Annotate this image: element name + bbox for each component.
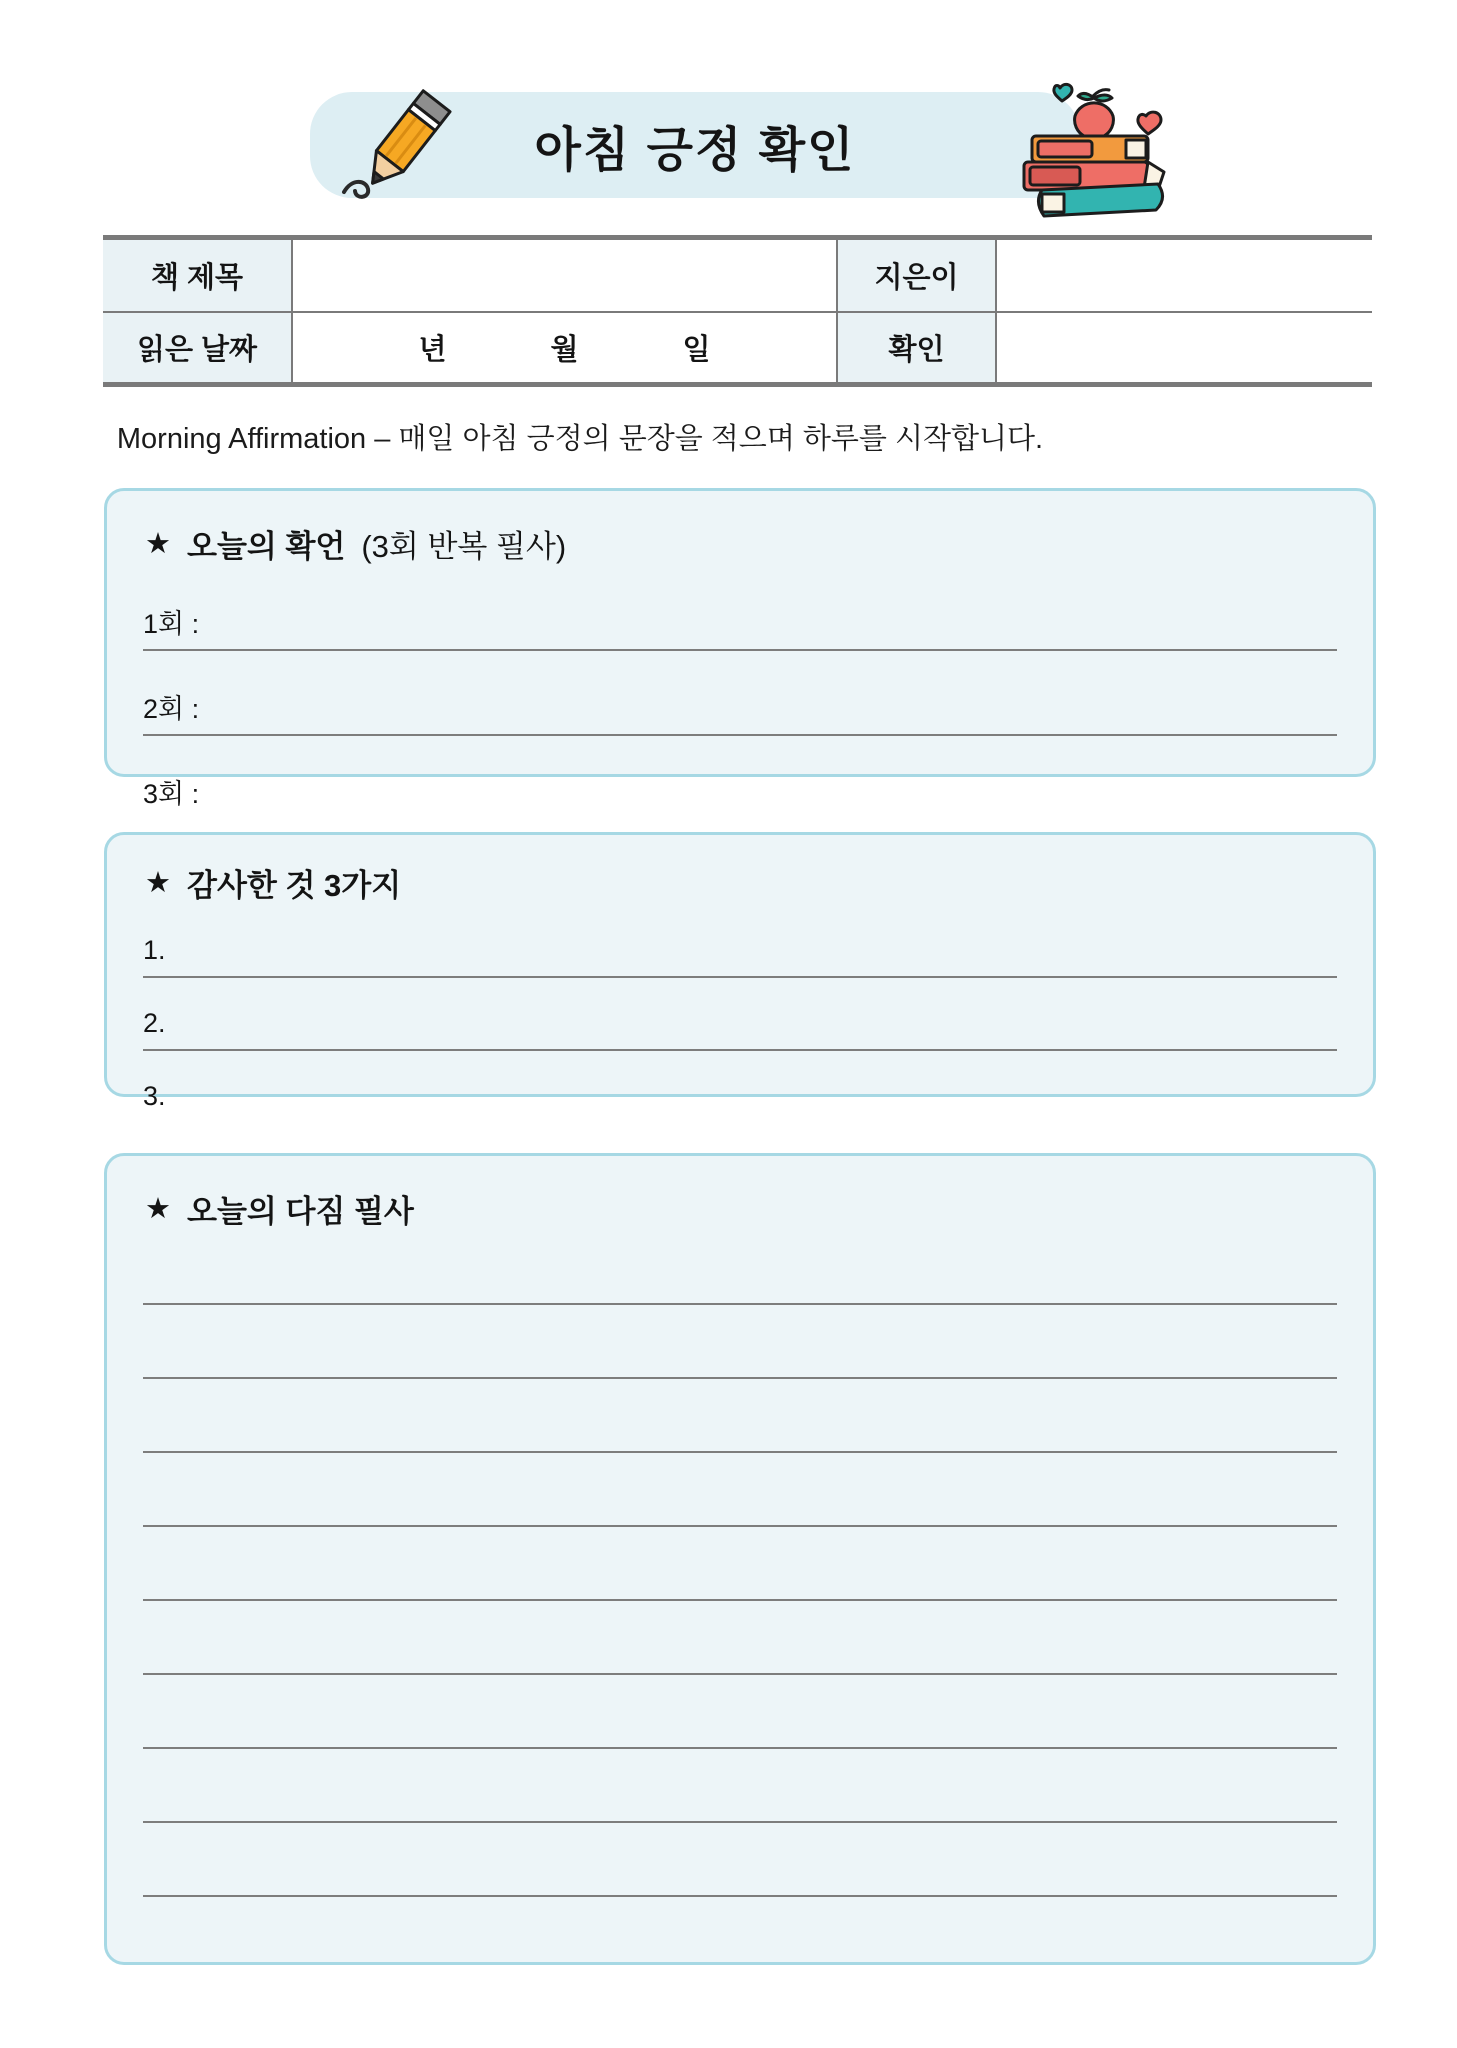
writing-line: [143, 1601, 1337, 1675]
confirm-field: [997, 313, 1372, 382]
heart-icon: [1054, 84, 1072, 101]
section-header: [145, 521, 1335, 566]
book-top: [1032, 136, 1148, 162]
writing-line: [143, 1453, 1337, 1527]
section-gratitude: [104, 832, 1376, 1111]
author-label: 지은이: [838, 240, 997, 311]
books-icon: [998, 74, 1173, 224]
section-title: 감사한 것 3가지: [187, 868, 402, 903]
date-year-unit: 년: [418, 334, 447, 366]
affirmation-line-2: 2회 :: [143, 651, 1337, 736]
section-affirmation: [104, 488, 1376, 809]
read-date-field: [293, 313, 838, 382]
date-day-unit: 일: [682, 334, 711, 366]
section-title: 오늘의 확언: [187, 529, 346, 564]
gratitude-line-3: 3.: [143, 1081, 166, 1111]
pencil-icon: [332, 88, 462, 206]
date-month-unit: 월: [550, 334, 579, 366]
apple-icon: [1075, 90, 1114, 136]
writing-line: [143, 1305, 1337, 1379]
book-info-table: [103, 235, 1372, 387]
read-date-label: 읽은 날짜: [103, 313, 293, 382]
section-resolution: [104, 1153, 1376, 1965]
writing-line: [143, 1675, 1337, 1749]
heart-icon: [1138, 112, 1161, 134]
affirmation-line-3: 3회 :: [143, 779, 200, 809]
section-header: [145, 860, 1335, 905]
section-header: [145, 1186, 1335, 1231]
table-row: [103, 311, 1372, 382]
author-field: [997, 240, 1372, 311]
writing-line: [143, 1527, 1337, 1601]
star-icon: ★: [145, 528, 171, 560]
book-title-label: 책 제목: [103, 240, 293, 311]
star-icon: ★: [145, 867, 171, 899]
writing-line: [143, 1823, 1337, 1897]
book-bottom: [1038, 184, 1162, 216]
section-title: 오늘의 다짐 필사: [187, 1194, 414, 1229]
confirm-label: 확인: [838, 313, 997, 382]
subtitle: Morning Affirmation – 매일 아침 긍정의 문장을 적으며 하루를 시작합니다.: [116, 423, 1044, 455]
writing-line: [143, 1231, 1337, 1305]
resolution-lines: [143, 1231, 1337, 1897]
table-row: [103, 240, 1372, 311]
book-title-field: [293, 240, 838, 311]
gratitude-line-1: 1.: [143, 905, 1337, 978]
star-icon: ★: [145, 1193, 171, 1225]
gratitude-line-2: 2.: [143, 978, 1337, 1051]
affirmation-line-1: 1회 :: [143, 566, 1337, 651]
page-title: 아침 긍정 확인: [534, 123, 856, 177]
writing-line: [143, 1749, 1337, 1823]
section-title-suffix: (3회 반복 필사): [361, 529, 567, 564]
writing-line: [143, 1379, 1337, 1453]
